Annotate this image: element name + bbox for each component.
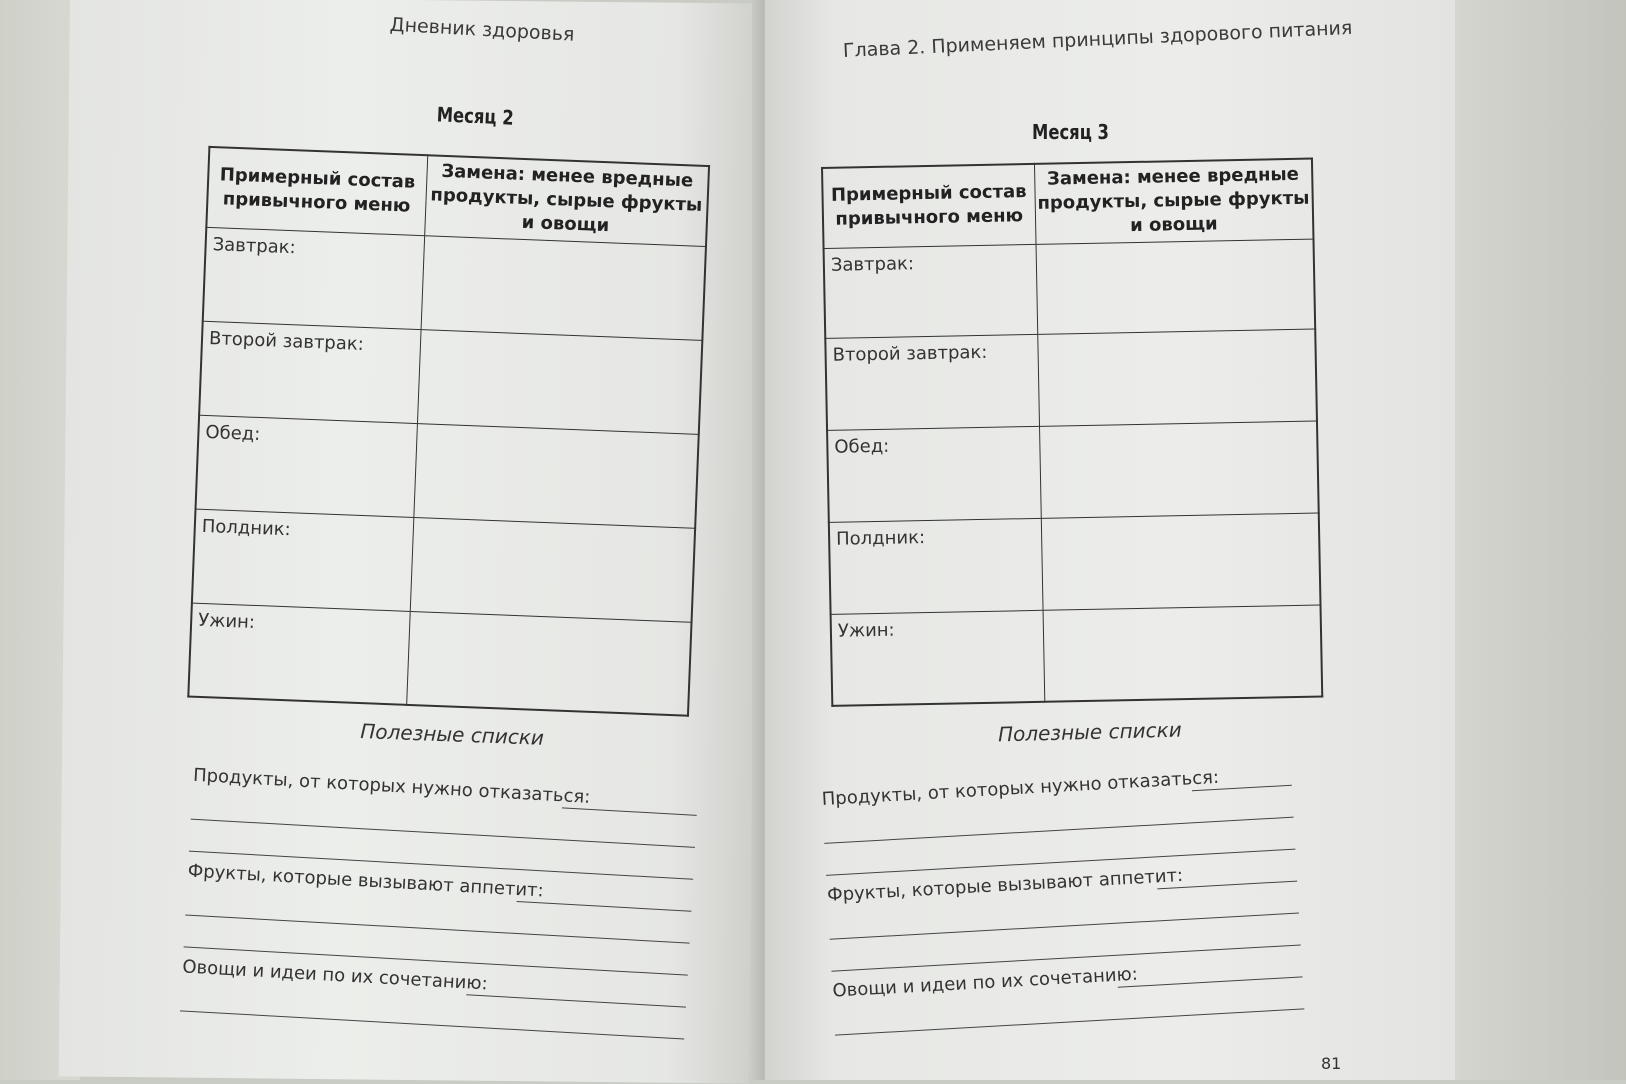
right-cell-breakfast-substitute[interactable] [1036, 239, 1316, 334]
right-list-fruits-appetite[interactable]: Фрукты, которые вызывают аппетит: [826, 854, 1297, 912]
right-list-foods-avoid[interactable]: Продукты, от которых нужно отказаться: [821, 758, 1292, 816]
right-cell-second-breakfast-substitute[interactable] [1037, 329, 1317, 426]
right-col-header-menu: Примерный состав привычного меню [822, 164, 1035, 248]
right-page [765, 0, 1455, 1080]
left-row-breakfast: Завтрак: [203, 227, 424, 329]
left-page [59, 0, 760, 1084]
left-month-title: Месяц 2 [436, 102, 515, 130]
left-cell-dinner-substitute[interactable] [406, 611, 691, 716]
right-row-lunch: Обед: [827, 426, 1041, 522]
write-line[interactable] [180, 1010, 684, 1039]
right-cell-dinner-substitute[interactable] [1043, 604, 1323, 701]
write-line[interactable] [835, 1008, 1304, 1035]
left-row-lunch: Обед: [196, 415, 417, 517]
left-lists-title: Полезные списки [359, 719, 545, 750]
right-list-vegetables[interactable]: Овощи и идеи по их сочетанию: [832, 949, 1303, 1007]
right-month-title: Месяц 3 [1032, 120, 1109, 144]
right-menu-table [821, 158, 1323, 707]
left-col-header-substitute: Замена: менее вредные продукты, сырые фрукты и овощи [424, 155, 709, 246]
right-row-dinner: Ужин: [831, 610, 1045, 706]
right-cell-lunch-substitute[interactable] [1039, 421, 1319, 518]
right-lists [821, 758, 1305, 1040]
left-row-second-breakfast: Второй завтрак: [199, 321, 420, 423]
right-row-snack: Полдник: [829, 518, 1043, 614]
left-lists [180, 760, 699, 1044]
right-row-breakfast: Завтрак: [824, 244, 1038, 338]
left-running-head: Дневник здоровья [389, 13, 575, 46]
page-number: 81 [1321, 1054, 1342, 1073]
right-row-second-breakfast: Второй завтрак: [825, 334, 1039, 430]
backdrop-right [1446, 0, 1626, 1080]
right-running-head: Глава 2. Применяем принципы здорового питания [842, 16, 1353, 62]
left-cell-lunch-substitute[interactable] [413, 423, 698, 528]
right-col-header-substitute: Замена: менее вредные продукты, сырые фрукты и овощи [1034, 159, 1313, 244]
left-menu-table [187, 146, 710, 717]
left-col-header-menu: Примерный состав привычного меню [206, 147, 427, 235]
left-list-vegetables[interactable]: Овощи и идеи по их сочетанию: [182, 951, 688, 1011]
left-cell-second-breakfast-substitute[interactable] [417, 329, 702, 434]
left-list-fruits-appetite[interactable]: Фрукты, которые вызывают аппетит: [187, 856, 693, 916]
left-row-snack: Полдник: [192, 509, 413, 611]
right-cell-snack-substitute[interactable] [1041, 513, 1321, 610]
right-lists-title: Полезные списки [997, 717, 1182, 747]
left-row-dinner: Ужин: [188, 603, 409, 705]
left-cell-breakfast-substitute[interactable] [421, 235, 706, 340]
left-list-foods-avoid[interactable]: Продукты, от которых нужно отказаться: [192, 760, 698, 820]
left-cell-snack-substitute[interactable] [410, 517, 695, 622]
